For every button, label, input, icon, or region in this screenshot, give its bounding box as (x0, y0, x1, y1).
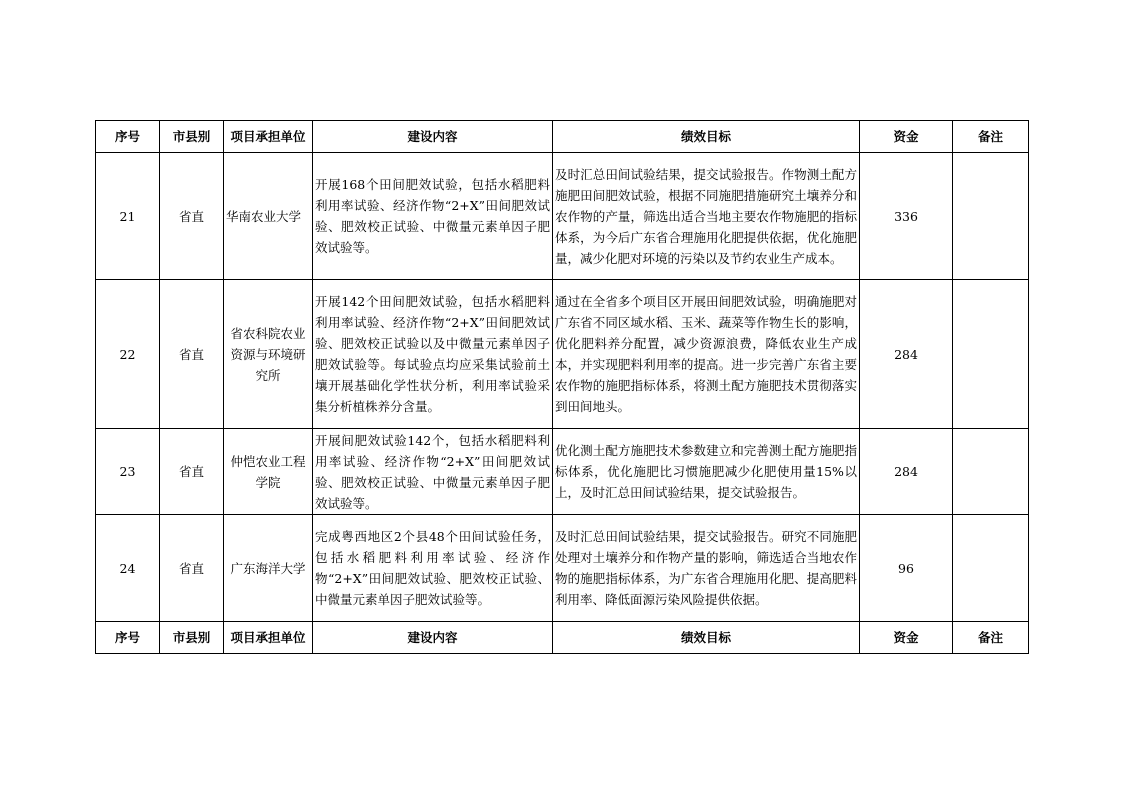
row-goal: 优化测土配方施肥技术参数建立和完善测土配方施肥指标体系，优化施肥比习惯施肥减少化肥使用量15%以上，及时汇总田间试验结果，提交试验报告。 (553, 429, 860, 515)
footer-header-no: 序号 (96, 622, 160, 654)
row-note (953, 515, 1029, 622)
row-city: 省直 (160, 429, 224, 515)
row-unit: 省农科院农业资源与环境研究所 (224, 280, 313, 429)
table-row (96, 429, 1029, 515)
header-goal: 绩效目标 (553, 121, 860, 153)
header-unit: 项目承担单位 (224, 121, 313, 153)
row-goal: 及时汇总田间试验结果，提交试验报告。作物测土配方施肥田间肥效试验，根据不同施肥措施研究土壤养分和农作物的产量，筛选出适合当地主要农作物施肥的指标体系，为今后广东省合理施用化肥提供依据，优化施肥量，减少化肥对环境的污染以及节约农业生产成本。 (553, 153, 860, 280)
row-unit: 广东海洋大学 (224, 515, 313, 622)
row-content: 开展间肥效试验142个，包括水稻肥料利用率试验、经济作物“2+X”田间肥效试验、肥效校正试验、中微量元素单因子肥效试验等。 (313, 429, 553, 515)
row-funds: 96 (860, 515, 953, 622)
row-unit: 仲恺农业工程学院 (224, 429, 313, 515)
row-no: 23 (96, 429, 160, 515)
row-note (953, 153, 1029, 280)
row-funds: 336 (860, 153, 953, 280)
row-city: 省直 (160, 153, 224, 280)
table-row (96, 280, 1029, 429)
header-content: 建设内容 (313, 121, 553, 153)
header-no: 序号 (96, 121, 160, 153)
footer-header-funds: 资金 (860, 622, 953, 654)
row-funds: 284 (860, 280, 953, 429)
row-no: 21 (96, 153, 160, 280)
row-city: 省直 (160, 280, 224, 429)
project-table (95, 120, 1029, 654)
footer-header-city: 市县别 (160, 622, 224, 654)
header-note: 备注 (953, 121, 1029, 153)
footer-header-note: 备注 (953, 622, 1029, 654)
row-goal: 及时汇总田间试验结果，提交试验报告。研究不同施肥处理对土壤养分和作物产量的影响，筛选适合当地农作物的施肥指标体系，为广东省合理施用化肥、提高肥料利用率、降低面源污染风险提供依据。 (553, 515, 860, 622)
footer-header-content: 建设内容 (313, 622, 553, 654)
row-city: 省直 (160, 515, 224, 622)
footer-header-goal: 绩效目标 (553, 622, 860, 654)
table-row (96, 515, 1029, 622)
row-note (953, 280, 1029, 429)
row-content: 完成粤西地区2个县48个田间试验任务，包括水稻肥料利用率试验、经济作物“2+X”田间肥效试验、肥效校正试验、中微量元素单因子肥效试验等。 (313, 515, 553, 622)
row-unit: 华南农业大学 (224, 153, 313, 280)
header-city: 市县别 (160, 121, 224, 153)
footer-header-row (96, 622, 1029, 654)
row-no: 22 (96, 280, 160, 429)
footer-header-unit: 项目承担单位 (224, 622, 313, 654)
header-funds: 资金 (860, 121, 953, 153)
table-row (96, 153, 1029, 280)
header-row (96, 121, 1029, 153)
row-goal: 通过在全省多个项目区开展田间肥效试验，明确施肥对广东省不同区域水稻、玉米、蔬菜等作物生长的影响，优化肥料养分配置，减少资源浪费，降低农业生产成本，并实现肥料利用率的提高。进一步完善广东省主要农作物的施肥指标体系，将测土配方施肥技术贯彻落实到田间地头。 (553, 280, 860, 429)
row-content: 开展142个田间肥效试验，包括水稻肥料利用率试验、经济作物“2+X”田间肥效试验、肥效校正试验以及中微量元素单因子肥效试验等。每试验点均应采集试验前土壤开展基础化学性状分析，利用率试验采集分析植株养分含量。 (313, 280, 553, 429)
row-funds: 284 (860, 429, 953, 515)
row-content: 开展168个田间肥效试验，包括水稻肥料利用率试验、经济作物“2+X”田间肥效试验、肥效校正试验、中微量元素单因子肥效试验等。 (313, 153, 553, 280)
row-no: 24 (96, 515, 160, 622)
row-note (953, 429, 1029, 515)
